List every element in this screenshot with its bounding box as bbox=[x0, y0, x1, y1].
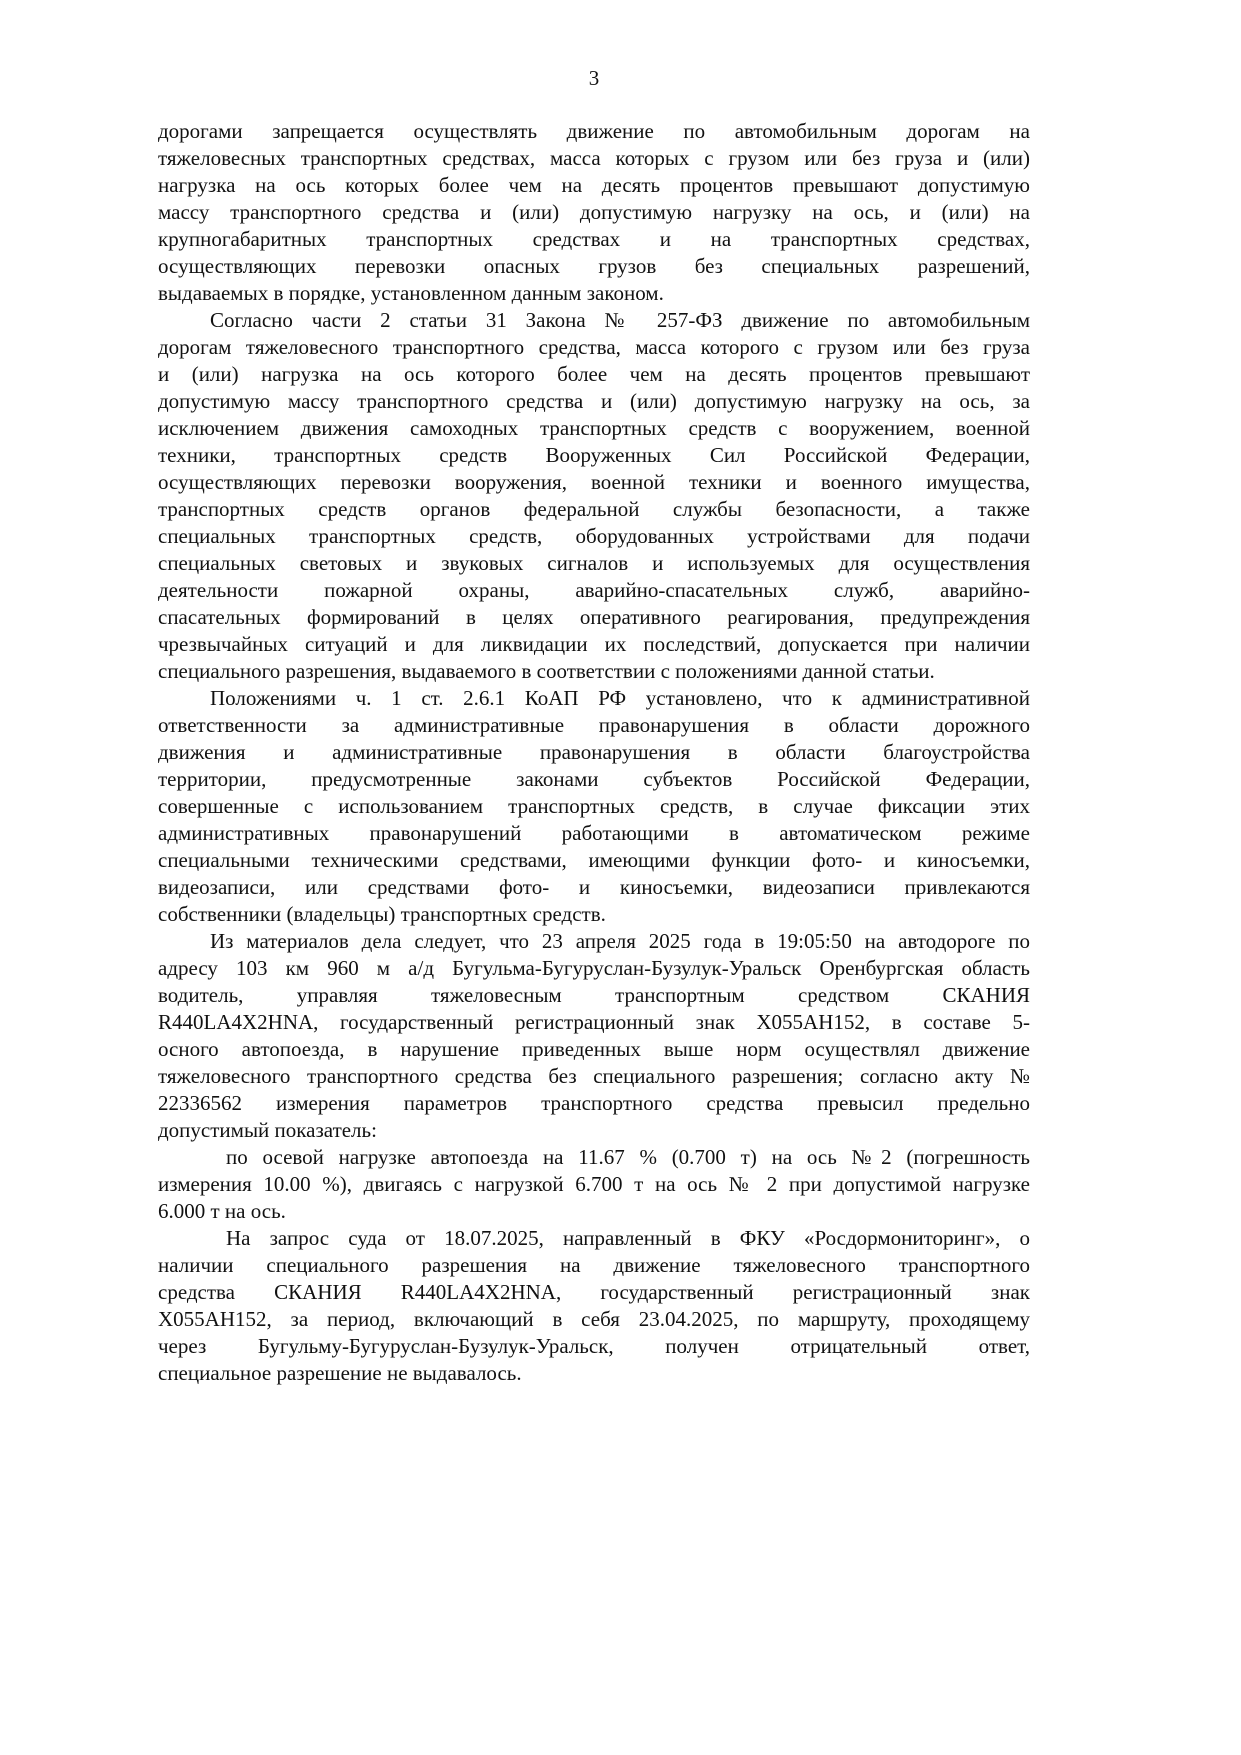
text-line: массу транспортного средства и (или) допустимую нагрузку на ось, и (или) на bbox=[158, 200, 1030, 224]
text-line: Из материалов дела следует, что 23 апреля 2025 года в 19:05:50 на автодороге по bbox=[210, 929, 1030, 953]
text-line: видеозаписи, или средствами фото- и киносъемки, видеозаписи привлекаются bbox=[158, 875, 1030, 899]
text-line: водитель, управляя тяжеловесным транспортным средством СКАНИЯ bbox=[158, 983, 1030, 1007]
text-line: специальными техническими средствами, имеющими функции фото- и киносъемки, bbox=[158, 848, 1030, 872]
document-body bbox=[158, 118, 1030, 1387]
paragraph bbox=[158, 1144, 1030, 1225]
text-line: деятельности пожарной охраны, аварийно-спасательных служб, аварийно- bbox=[158, 578, 1030, 602]
text-line: ответственности за административные правонарушения в области дорожного bbox=[158, 713, 1030, 737]
text-line: Х055АН152, за период, включающий в себя 23.04.2025, по маршруту, проходящему bbox=[158, 1307, 1030, 1331]
text-line: спасательных формирований в целях оперативного реагирования, предупреждения bbox=[158, 605, 1030, 629]
text-line: специального разрешения, выдаваемого в соответствии с положениями данной статьи. bbox=[158, 659, 935, 683]
text-line: через Бугульму-Бугуруслан-Бузулук-Уральск, получен отрицательный ответ, bbox=[158, 1334, 1030, 1358]
text-line: дорогами запрещается осуществлять движение по автомобильным дорогам на bbox=[158, 119, 1030, 143]
text-line: 6.000 т на ось. bbox=[158, 1199, 286, 1223]
text-line: измерения 10.00 %), двигаясь с нагрузкой 6.700 т на ось № 2 при допустимой нагрузке bbox=[158, 1172, 1030, 1196]
paragraph bbox=[158, 685, 1030, 928]
text-line: средства СКАНИЯ R440LA4X2HNA, государственный регистрационный знак bbox=[158, 1280, 1030, 1304]
text-line: нагрузка на ось которых более чем на десять процентов превышают допустимую bbox=[158, 173, 1030, 197]
text-line: Согласно части 2 статьи 31 Закона № 257-ФЗ движение по автомобильным bbox=[210, 308, 1030, 332]
text-line: тяжеловесного транспортного средства без специального разрешения; согласно акту № bbox=[158, 1064, 1030, 1088]
text-line: Положениями ч. 1 ст. 2.6.1 КоАП РФ установлено, что к административной bbox=[210, 686, 1030, 710]
text-line: и (или) нагрузка на ось которого более чем на десять процентов превышают bbox=[158, 362, 1030, 386]
text-line: крупногабаритных транспортных средствах и на транспортных средствах, bbox=[158, 227, 1030, 251]
text-line: R440LA4X2HNA, государственный регистрационный знак Х055АН152, в составе 5- bbox=[158, 1010, 1030, 1034]
text-line: исключением движения самоходных транспортных средств с вооружением, военной bbox=[158, 416, 1030, 440]
paragraph bbox=[158, 1225, 1030, 1387]
text-line: адресу 103 км 960 м а/д Бугульма-Бугуруслан-Бузулук-Уральск Оренбургская область bbox=[158, 956, 1030, 980]
text-line: выдаваемых в порядке, установленном данным законом. bbox=[158, 281, 664, 305]
text-line: 22336562 измерения параметров транспортного средства превысил предельно bbox=[158, 1091, 1030, 1115]
text-line: На запрос суда от 18.07.2025, направленный в ФКУ «Росдормониторинг», о bbox=[226, 1226, 1030, 1250]
text-line: чрезвычайных ситуаций и для ликвидации их последствий, допускается при наличии bbox=[158, 632, 1030, 656]
text-line: по осевой нагрузке автопоезда на 11.67 % (0.700 т) на ось №2 (погрешность bbox=[226, 1145, 1030, 1169]
paragraph bbox=[158, 307, 1030, 685]
text-line: транспортных средств органов федеральной службы безопасности, а также bbox=[158, 497, 1030, 521]
text-line: совершенные с использованием транспортных средств, в случае фиксации этих bbox=[158, 794, 1030, 818]
text-line: собственники (владельцы) транспортных средств. bbox=[158, 902, 606, 926]
text-line: допустимый показатель: bbox=[158, 1118, 377, 1142]
text-line: осуществляющих перевозки опасных грузов без специальных разрешений, bbox=[158, 254, 1030, 278]
text-line: движения и административные правонарушения в области благоустройства bbox=[158, 740, 1030, 764]
text-line: дорогам тяжеловесного транспортного средства, масса которого с грузом или без груза bbox=[158, 335, 1030, 359]
text-line: специальных транспортных средств, оборудованных устройствами для подачи bbox=[158, 524, 1030, 548]
text-line: административных правонарушений работающими в автоматическом режиме bbox=[158, 821, 1030, 845]
text-line: осуществляющих перевозки вооружения, военной техники и военного имущества, bbox=[158, 470, 1030, 494]
text-line: техники, транспортных средств Вооруженных Сил Российской Федерации, bbox=[158, 443, 1030, 467]
text-line: осного автопоезда, в нарушение приведенных выше норм осуществлял движение bbox=[158, 1037, 1030, 1061]
paragraph bbox=[158, 928, 1030, 1144]
text-line: специальных световых и звуковых сигналов и используемых для осуществления bbox=[158, 551, 1030, 575]
text-line: территории, предусмотренные законами субъектов Российской Федерации, bbox=[158, 767, 1030, 791]
paragraph bbox=[158, 118, 1030, 307]
text-line: тяжеловесных транспортных средствах, масса которых с грузом или без груза и (или) bbox=[158, 146, 1030, 170]
page-number: 3 bbox=[588, 66, 600, 90]
text-line: специальное разрешение не выдавалось. bbox=[158, 1361, 522, 1385]
text-line: допустимую массу транспортного средства и (или) допустимую нагрузку на ось, за bbox=[158, 389, 1030, 413]
text-line: наличии специального разрешения на движение тяжеловесного транспортного bbox=[158, 1253, 1030, 1277]
